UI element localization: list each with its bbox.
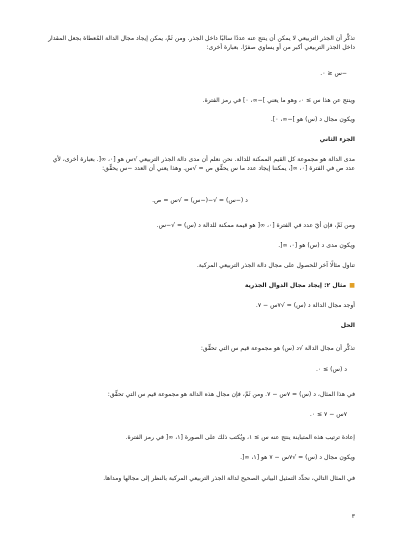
paragraph: وينتج عن هذا س ≥ ٠، وهو ما يعني ]−∞، ٠] في رمز الفترة. [202, 97, 355, 104]
bullet-marker: ■ [349, 282, 355, 289]
paragraph: تذكَّر أن مجال الدالة √د (س) هو مجموعة قيم س التي تحقِّق: [200, 345, 355, 352]
paragraph: ومن ثَمَّ، فإن أيّ عدد في الفترة [٠، ∞[ هو قيمة ممكنة للدالة د (س) = √−س. [156, 222, 355, 229]
paragraph: مدى الدالة هو مجموعة كل القيم الممكنة للدالة. نحن نعلم أن مدى دالة الجذر التربيعي √س هو [٠، ∞[. بعبارة أخرى، لأي عدد ص في الفترة [٠، ∞[، يمكننا إيجاد عدد ما س يحقِّق ص = √س. وهذا يعني أن العدد −س يحقِّق: [52, 156, 355, 172]
equation: −س ≤ ٠. [320, 70, 347, 77]
paragraph: تناول مثالًا آخر للحصول على مجال دالة الجذر التربيعي المركبة. [196, 262, 355, 269]
equation: د (−س) = √−(−س) = √س = ص. [152, 197, 248, 204]
paragraph: تذكَّر أن الجذر التربيعي لا يمكن أن ينتج عنه عددًا سالبًا داخل الجذر. ومن ثَمَّ، يمكن إيجاد مجال الدالة المُعطاة بجعل المقدار داخل الجذر التربيعي أكبر من أو يساوي صفرًا. بعبارة أخرى: [48, 35, 355, 51]
paragraph: أوجد مجال الدالة د (س) = √٧س − ٧. [255, 302, 355, 309]
page-number: ٣ [351, 513, 355, 520]
paragraph: ويكون مجال د (س) هو ]−∞، ٠]. [270, 116, 355, 123]
paragraph: ويكون مدى د (س) هو [٠، ∞[. [278, 242, 355, 249]
section-heading: الجزء الثاني [319, 136, 355, 143]
example-title: مثال ٢: إيجاد مجال الدوال الجذرية [244, 282, 347, 289]
equation: د (س) ≥ ٠. [315, 366, 347, 373]
example-heading [45, 282, 355, 291]
paragraph: ويكون مجال د (س) = √٧س − ٧ هو [١، ∞[. [240, 454, 355, 461]
equation: ٧س − ٧ ≥ ٠. [309, 411, 347, 418]
paragraph: في المثال التالي، نحدِّد التمثيل البياني الصحيح لدالة الجذر التربيعي المركبة بالنظر إلى مجالها ومداها. [103, 475, 355, 482]
paragraph: إعادة ترتيب هذه المتباينة ينتج عنه س ≥ ١، ويُكتب ذلك على الصورة [١، ∞[ في رمز الفترة. [125, 434, 355, 441]
paragraph: في هذا المثال، د (س) = ٧س − ٧. ومن ثَمَّ، فإن مجال هذه الدالة هو مجموعة قيم س التي تحقِّق: [107, 391, 355, 398]
solution-heading: الحل [340, 322, 355, 329]
